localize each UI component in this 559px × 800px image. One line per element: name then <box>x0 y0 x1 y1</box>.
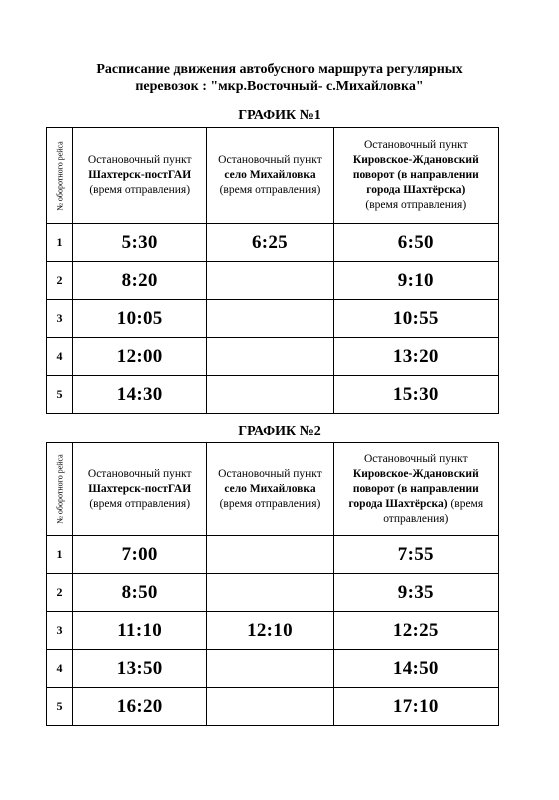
trip-number-header: № оборотного рейса <box>47 443 73 536</box>
departure-time-stop-c: 6:50 <box>333 224 498 262</box>
departure-time-stop-a: 12:00 <box>73 338 207 376</box>
trip-number: 3 <box>47 612 73 650</box>
departure-time-stop-a: 13:50 <box>73 650 207 688</box>
table-row <box>47 650 499 688</box>
table-row <box>47 262 499 300</box>
departure-time-stop-a: 10:05 <box>73 300 207 338</box>
departure-time-stop-c: 7:55 <box>333 536 498 574</box>
schedule-2-table <box>46 442 499 726</box>
schedule-2-header-row <box>47 443 499 536</box>
trip-number-header: № оборотного рейса <box>47 128 73 224</box>
departure-time-stop-a: 14:30 <box>73 376 207 414</box>
trip-number: 1 <box>47 224 73 262</box>
document-title-line-2: перевозок : "мкр.Восточный- с.Михайловка" <box>135 79 424 94</box>
departure-time-stop-b <box>207 300 333 338</box>
trip-number: 4 <box>47 650 73 688</box>
departure-time-stop-c: 15:30 <box>333 376 498 414</box>
departure-time-stop-b <box>207 262 333 300</box>
document-title <box>0 61 559 95</box>
stop-b-header: Остановочный пункт село Михайловка (время отправления) <box>207 443 333 536</box>
departure-time-stop-b <box>207 574 333 612</box>
departure-time-stop-b: 12:10 <box>207 612 333 650</box>
table-row <box>47 300 499 338</box>
table-row <box>47 688 499 726</box>
schedule-1-title: ГРАФИК №1 <box>238 108 321 123</box>
departure-time-stop-b: 6:25 <box>207 224 333 262</box>
departure-time-stop-c: 14:50 <box>333 650 498 688</box>
departure-time-stop-c: 13:20 <box>333 338 498 376</box>
trip-number: 2 <box>47 574 73 612</box>
departure-time-stop-c: 17:10 <box>333 688 498 726</box>
document-title-line-1: Расписание движения автобусного маршрута регулярных <box>96 62 463 77</box>
departure-time-stop-a: 16:20 <box>73 688 207 726</box>
departure-time-stop-c: 10:55 <box>333 300 498 338</box>
stop-c-header: Остановочный пункт Кировское-Ждановский поворот (в направлении города Шахтёрска) (время отправления) <box>333 443 498 536</box>
departure-time-stop-b <box>207 338 333 376</box>
departure-time-stop-c: 12:25 <box>333 612 498 650</box>
trip-number: 4 <box>47 338 73 376</box>
trip-number: 5 <box>47 688 73 726</box>
stop-a-header: Остановочный пункт Шахтерск-постГАИ (время отправления) <box>73 128 207 224</box>
trip-number: 3 <box>47 300 73 338</box>
schedule-1-header-row <box>47 128 499 224</box>
departure-time-stop-a: 5:30 <box>73 224 207 262</box>
departure-time-stop-b <box>207 536 333 574</box>
table-row <box>47 338 499 376</box>
departure-time-stop-b <box>207 376 333 414</box>
stop-a-header: Остановочный пункт Шахтерск-постГАИ (время отправления) <box>73 443 207 536</box>
departure-time-stop-a: 8:20 <box>73 262 207 300</box>
trip-number: 5 <box>47 376 73 414</box>
departure-time-stop-a: 7:00 <box>73 536 207 574</box>
table-row <box>47 376 499 414</box>
table-row <box>47 224 499 262</box>
schedule-1-table <box>46 127 499 414</box>
table-row <box>47 574 499 612</box>
departure-time-stop-a: 8:50 <box>73 574 207 612</box>
schedule-2-title: ГРАФИК №2 <box>238 424 321 439</box>
trip-number: 2 <box>47 262 73 300</box>
departure-time-stop-b <box>207 688 333 726</box>
departure-time-stop-b <box>207 650 333 688</box>
stop-c-header: Остановочный пункт Кировское-Ждановский поворот (в направлении города Шахтёрска) (время отправления) <box>333 128 498 224</box>
trip-number: 1 <box>47 536 73 574</box>
table-row <box>47 536 499 574</box>
table-row <box>47 612 499 650</box>
stop-b-header: Остановочный пункт село Михайловка (время отправления) <box>207 128 333 224</box>
departure-time-stop-a: 11:10 <box>73 612 207 650</box>
departure-time-stop-c: 9:35 <box>333 574 498 612</box>
departure-time-stop-c: 9:10 <box>333 262 498 300</box>
